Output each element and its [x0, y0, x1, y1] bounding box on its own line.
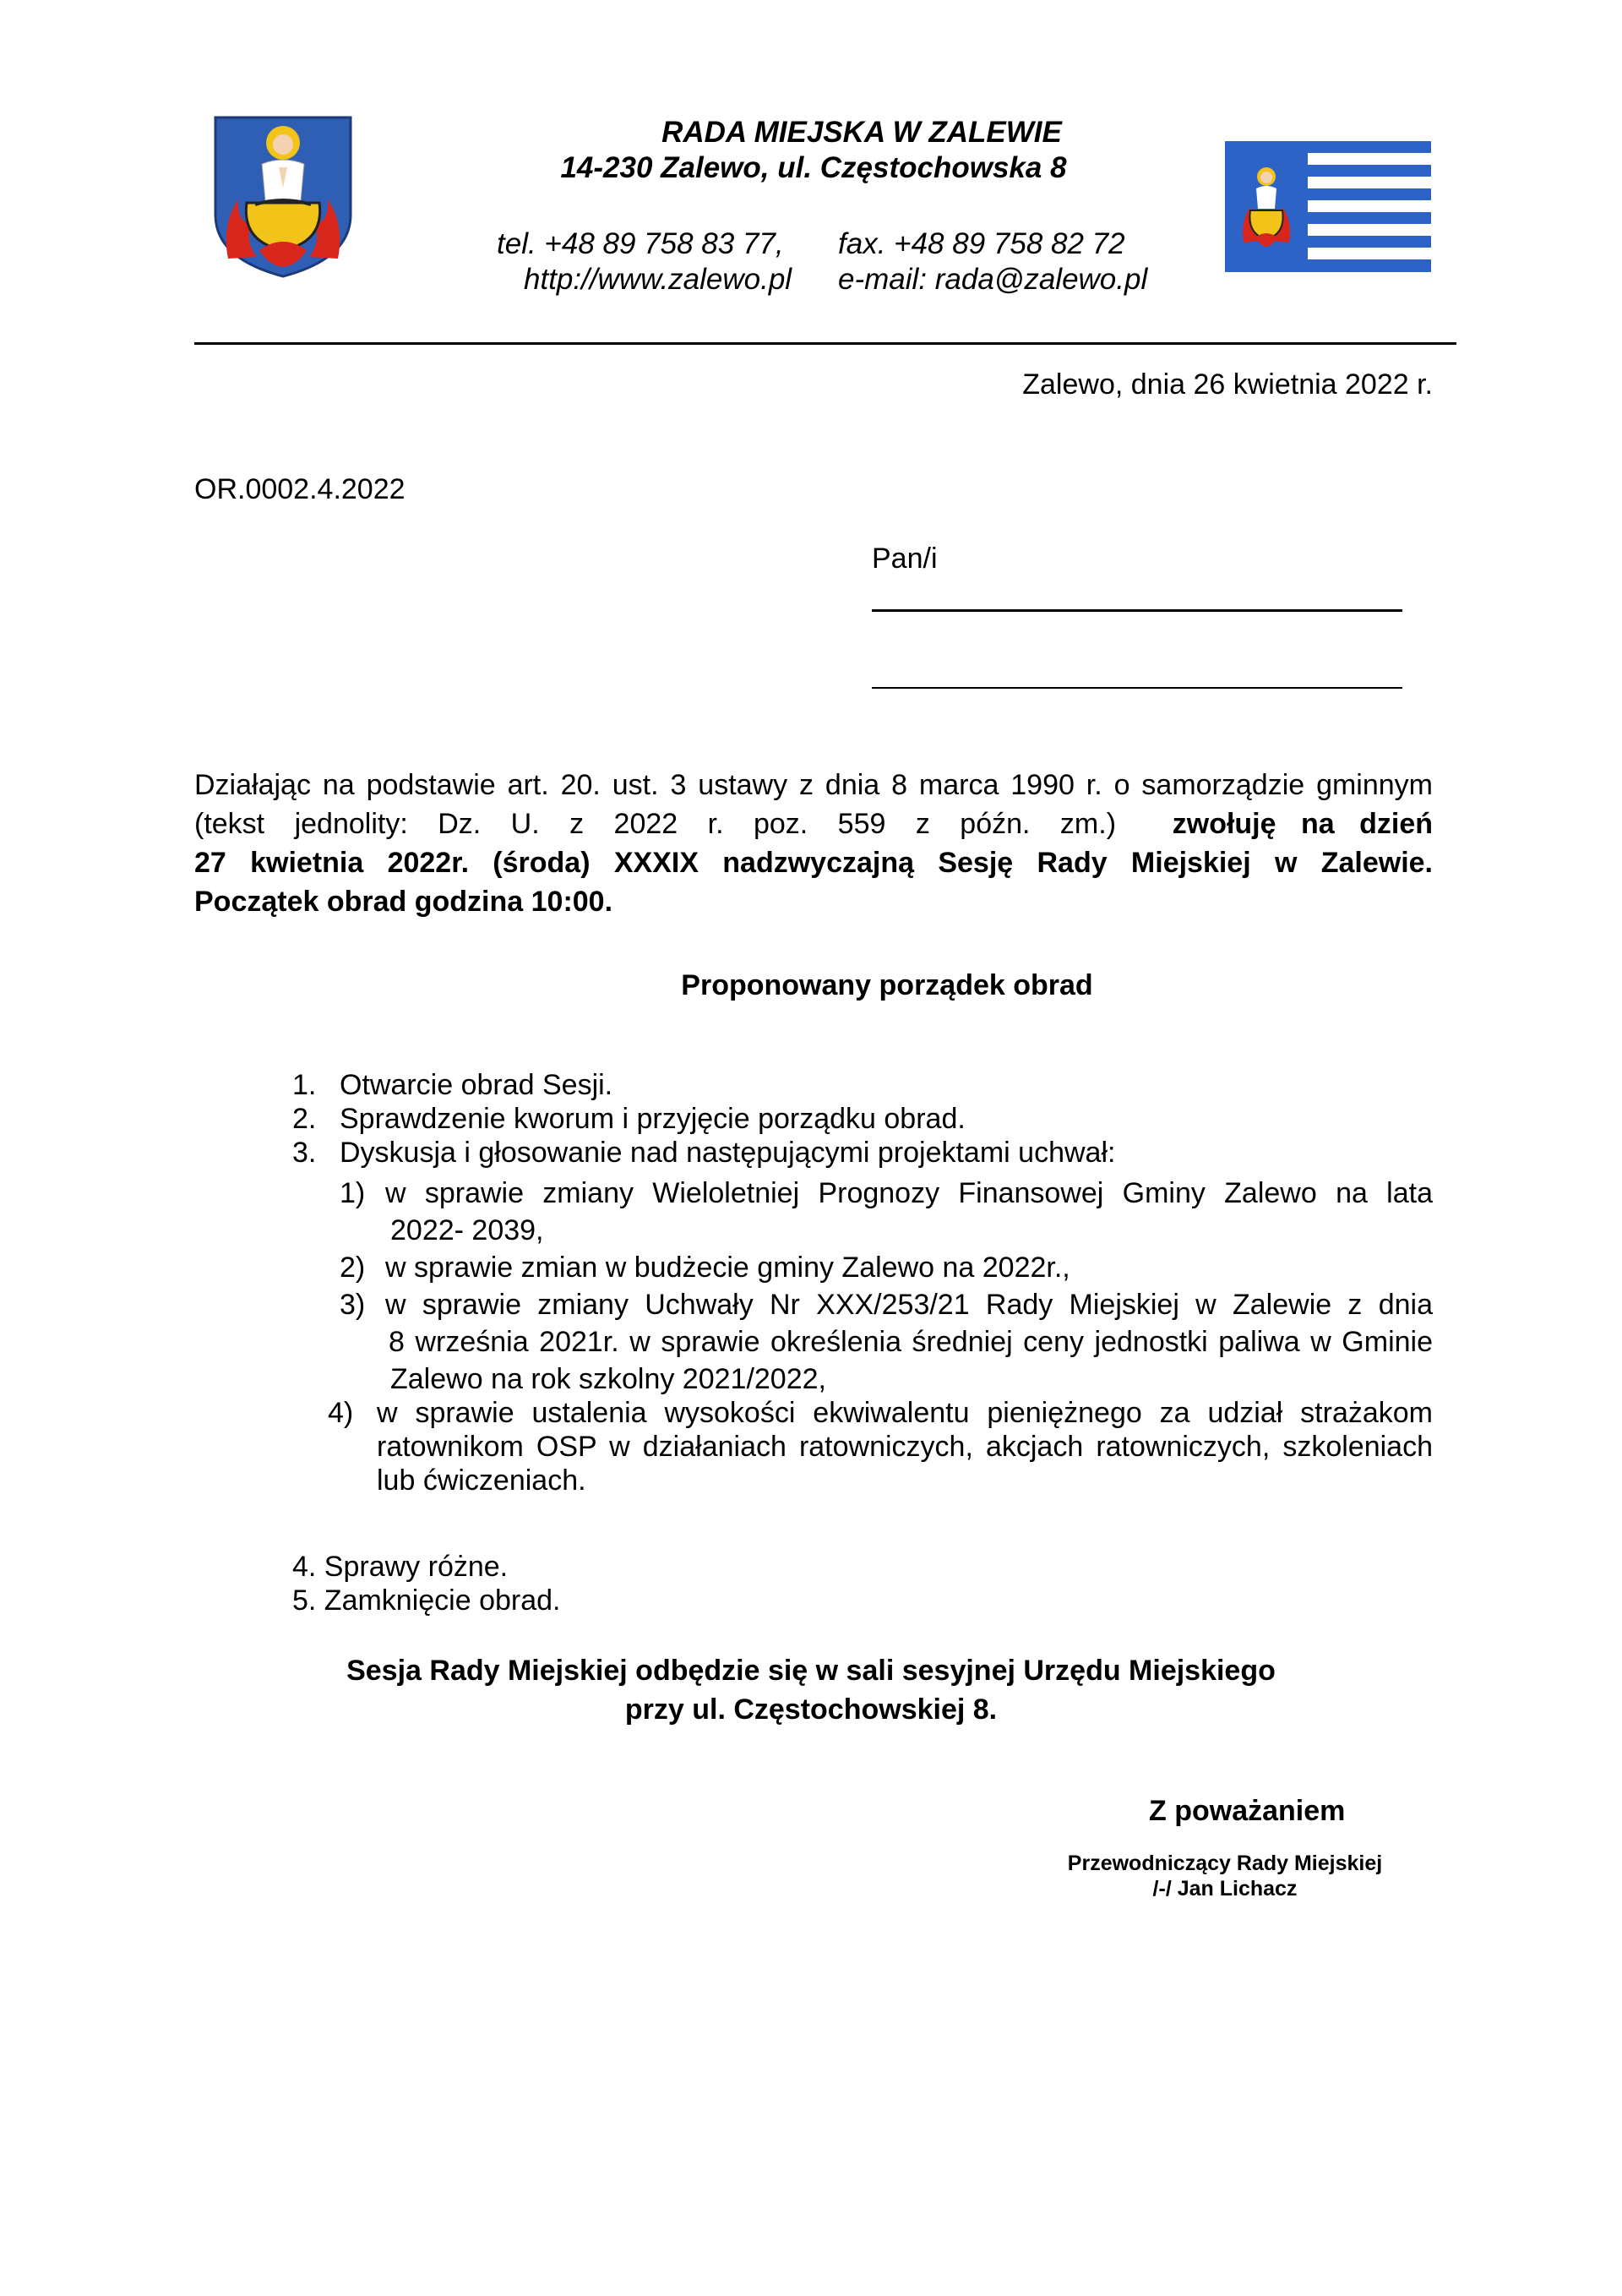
addressee-line-1: [872, 609, 1402, 612]
resolution-number: 2): [340, 1252, 366, 1284]
closing-text: Z poważaniem: [1149, 1795, 1346, 1827]
council-address: 14-230 Zalewo, ul. Częstochowska 8: [560, 151, 1067, 184]
agenda-item: [292, 1136, 1115, 1170]
agenda-item: [292, 1102, 1115, 1136]
header-divider: [194, 342, 1456, 345]
agenda-item-number: 1.: [292, 1069, 317, 1101]
session-location-line-2: przy ul. Częstochowskiej 8.: [624, 1693, 998, 1726]
agenda-tail: [292, 1550, 561, 1617]
agenda-item-number: 2.: [292, 1103, 317, 1135]
agenda-item: 4. Sprawy różne.: [292, 1551, 509, 1583]
resolution-number: 4): [328, 1397, 354, 1429]
fax-number: fax. +48 89 758 82 72: [838, 227, 1125, 260]
resolution-item: [340, 1249, 1433, 1286]
intro-line-2: [194, 804, 1433, 843]
resolution-line: ratownikom OSP w działaniach ratowniczych, akcjach ratowniczych, szkoleniach: [377, 1431, 1433, 1463]
letter-date: Zalewo, dnia 26 kwietnia 2022 r.: [1022, 368, 1433, 401]
signature-name: /-/ Jan Lichacz: [1152, 1877, 1298, 1901]
municipality-flag: [1225, 141, 1431, 272]
resolution-line: w sprawie zmiany Wieloletniej Prognozy Finansowej Gminy Zalewo na lata: [385, 1177, 1433, 1209]
reference-number: OR.0002.4.2022: [194, 473, 406, 505]
resolution-line: Zalewo na rok szkolny 2021/2022,: [390, 1363, 826, 1395]
resolution-number: 1): [340, 1177, 366, 1209]
resolution-line: w sprawie zmiany Uchwały Nr XXX/253/21 Rady Miejskiej w Zalewie z dnia: [385, 1289, 1433, 1321]
intro-line-2-text: (tekst jednolity: Dz. U. z 2022 r. poz. 559 z późn. zm.): [194, 808, 1117, 840]
addressee-line-2: [872, 687, 1402, 689]
resolution-line: w sprawie zmian w budżecie gminy Zalewo na 2022r.,: [385, 1252, 1070, 1284]
resolution-item: [340, 1286, 1433, 1398]
session-location-line-1: Sesja Rady Miejskiej odbędzie się w sali sesyjnej Urzędu Miejskiego: [346, 1655, 1276, 1687]
agenda-list: [292, 1068, 1115, 1170]
resolution-line: w sprawie ustalenia wysokości ekwiwalentu pieniężnego za udział strażakom: [377, 1397, 1433, 1429]
resolution-number: 3): [340, 1289, 366, 1321]
signature-title: Przewodniczący Rady Miejskiej: [1067, 1852, 1383, 1875]
resolution-line: 2022- 2039,: [390, 1214, 544, 1246]
agenda-item: [292, 1068, 1115, 1102]
email-link[interactable]: e-mail: rada@zalewo.pl: [838, 263, 1148, 296]
intro-line-2-bold: zwołuję na dzień: [1172, 808, 1433, 840]
intro-line-4: Początek obrad godzina 10:00.: [194, 886, 613, 918]
resolution-list: [340, 1175, 1433, 1398]
addressee-label: Pan/i: [872, 543, 938, 575]
website-link[interactable]: http://www.zalewo.pl: [524, 263, 792, 296]
agenda-item-text: Dyskusja i głosowanie nad następującymi projektami uchwał:: [340, 1137, 1116, 1169]
agenda-item-number: 3.: [292, 1137, 317, 1169]
resolution-item: [340, 1175, 1433, 1249]
agenda-item-text: Otwarcie obrad Sesji.: [340, 1069, 613, 1101]
phone-number: tel. +48 89 758 83 77,: [497, 227, 784, 260]
resolution-item: [328, 1396, 1433, 1497]
resolution-line: lub ćwiczeniach.: [377, 1464, 586, 1497]
resolution-line: 8 września 2021r. w sprawie określenia średniej ceny jednostki paliwa w Gminie: [389, 1326, 1433, 1358]
intro-line-3: 27 kwietnia 2022r. (środa) XXXIX nadzwyczajną Sesję Rady Miejskiej w Zalewie.: [194, 847, 1433, 879]
council-name: RADA MIEJSKA W ZALEWIE: [661, 116, 1062, 149]
intro-paragraph: [194, 766, 1433, 921]
agenda-item-text: Sprawdzenie kworum i przyjęcie porządku obrad.: [340, 1103, 966, 1135]
agenda-title: Proponowany porządek obrad: [681, 969, 1093, 1001]
intro-line-1: Działając na podstawie art. 20. ust. 3 ustawy z dnia 8 marca 1990 r. o samorządzie gminnym: [194, 769, 1433, 801]
agenda-item: 5. Zamknięcie obrad.: [292, 1584, 561, 1617]
